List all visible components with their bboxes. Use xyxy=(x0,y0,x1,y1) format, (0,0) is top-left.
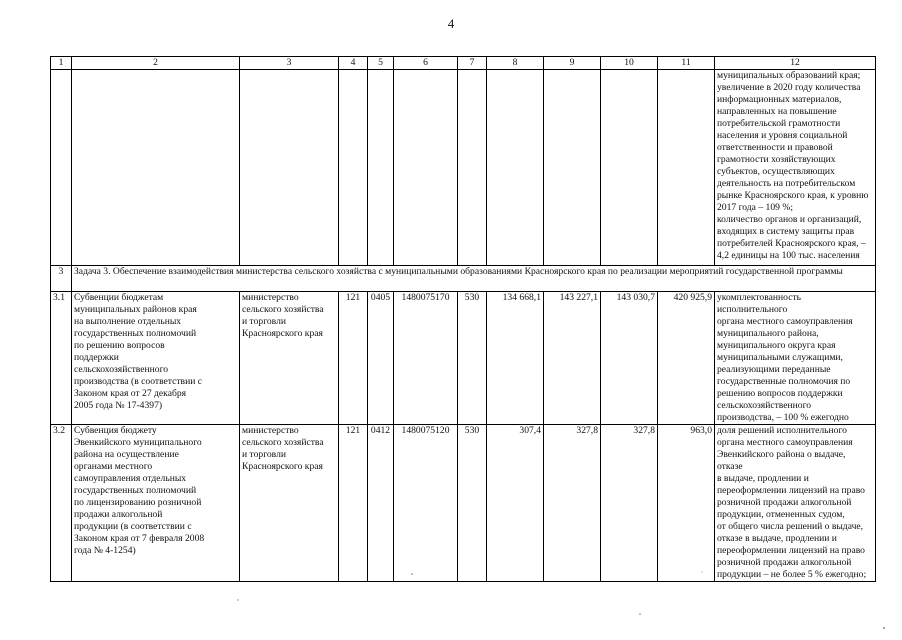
task-row xyxy=(51,266,876,292)
code-rzpr: 0412 xyxy=(368,425,394,582)
page-number: 4 xyxy=(447,16,455,31)
column-number: 8 xyxy=(487,57,544,70)
column-number-header-row xyxy=(51,57,876,70)
amount-year-1: 307,4 xyxy=(487,425,544,582)
code-grbs: 121 xyxy=(339,292,368,425)
table-row xyxy=(51,292,876,425)
amount-total: 963,0 xyxy=(658,425,715,582)
scan-speck xyxy=(639,613,641,615)
expected-result: укомплектованность исполнительного органа местного самоуправления муниципального района, муниципального округа края муниципальными служащими, реализующими переданные государственные полномочия по решению вопросов поддержки сельскохозяйственного производства, – 100 % ежегодно xyxy=(715,292,876,425)
amount-total: 420 925,9 xyxy=(658,292,715,425)
scan-speck xyxy=(883,627,885,629)
column-number: 11 xyxy=(658,57,715,70)
code-grbs: 121 xyxy=(339,425,368,582)
code-csr: 1480075170 xyxy=(394,292,458,425)
column-number: 2 xyxy=(72,57,240,70)
column-number: 12 xyxy=(715,57,876,70)
continuation-row xyxy=(51,70,876,266)
task-title: Задача 3. Обеспечение взаимодействия министерства сельского хозяйства с муниципальными образованиями Красноярского края по реализации мероприятий государственной программы xyxy=(72,266,876,292)
column-number: 7 xyxy=(458,57,487,70)
code-vr: 530 xyxy=(458,425,487,582)
amount-year-2: 143 227,1 xyxy=(544,292,601,425)
task-number: 3 xyxy=(51,266,72,292)
code-rzpr: 0405 xyxy=(368,292,394,425)
row-number: 3.1 xyxy=(51,292,72,425)
row-number: 3.2 xyxy=(51,425,72,582)
column-number: 4 xyxy=(339,57,368,70)
code-csr: 1480075120 xyxy=(394,425,458,582)
expected-result: доля решений исполнительного органа местного самоуправления Эвенкийского района о выдаче, отказе в выдаче, продлении и переоформлении лицензий на право розничной продажи алкогольной продукции, отмененных судом, от общего числа решений о выдаче, отказе в выдаче, продлении и переоформлении лицензий на право розничной продажи алкогольной продукции – не более 5 % ежегодно; xyxy=(715,425,876,582)
column-number: 3 xyxy=(240,57,339,70)
code-vr: 530 xyxy=(458,292,487,425)
responsible-body: министерство сельского хозяйства и торговли Красноярского края xyxy=(240,292,339,425)
amount-year-3: 327,8 xyxy=(601,425,658,582)
column-number: 1 xyxy=(51,57,72,70)
amount-year-3: 143 030,7 xyxy=(601,292,658,425)
scan-speck xyxy=(237,599,238,600)
column-number: 6 xyxy=(394,57,458,70)
measure-name: Субвенции бюджетам муниципальных районов края на выполнение отдельных государственных полномочий по решению вопросов поддержки сельскохозяйственного производства (в соответствии с Законом края от 27 декабря 2005 года № 17-4397) xyxy=(72,292,240,425)
table-row xyxy=(51,425,876,582)
column-number: 9 xyxy=(544,57,601,70)
program-table xyxy=(50,56,876,582)
responsible-body: министерство сельского хозяйства и торговли Красноярского края xyxy=(240,425,339,582)
measure-name: Субвенция бюджету Эвенкийского муниципального района на осуществление органами местного самоуправления отдельных государственных полномочий по лицензированию розничной продажи алкогольной продукции (в соответствии с Законом края от 7 февраля 2008 года № 4-1254) xyxy=(72,425,240,582)
column-number: 10 xyxy=(601,57,658,70)
continued-result-text: муниципальных образований края; увеличение в 2020 году количества информационных материалов, направленных на повышение потребительской грамотности населения и уровня социальной ответственности и правовой грамотности хозяйствующих субъектов, осуществляющих деятельность на потребительском рынке Красноярского края, к уровню 2017 года – 109 %; количество органов и организаций, входящих в систему защиты прав потребителей Красноярского края, – 4,2 единицы на 100 тыс. населения xyxy=(715,70,876,266)
amount-year-2: 327,8 xyxy=(544,425,601,582)
column-number: 5 xyxy=(368,57,394,70)
amount-year-1: 134 668,1 xyxy=(487,292,544,425)
